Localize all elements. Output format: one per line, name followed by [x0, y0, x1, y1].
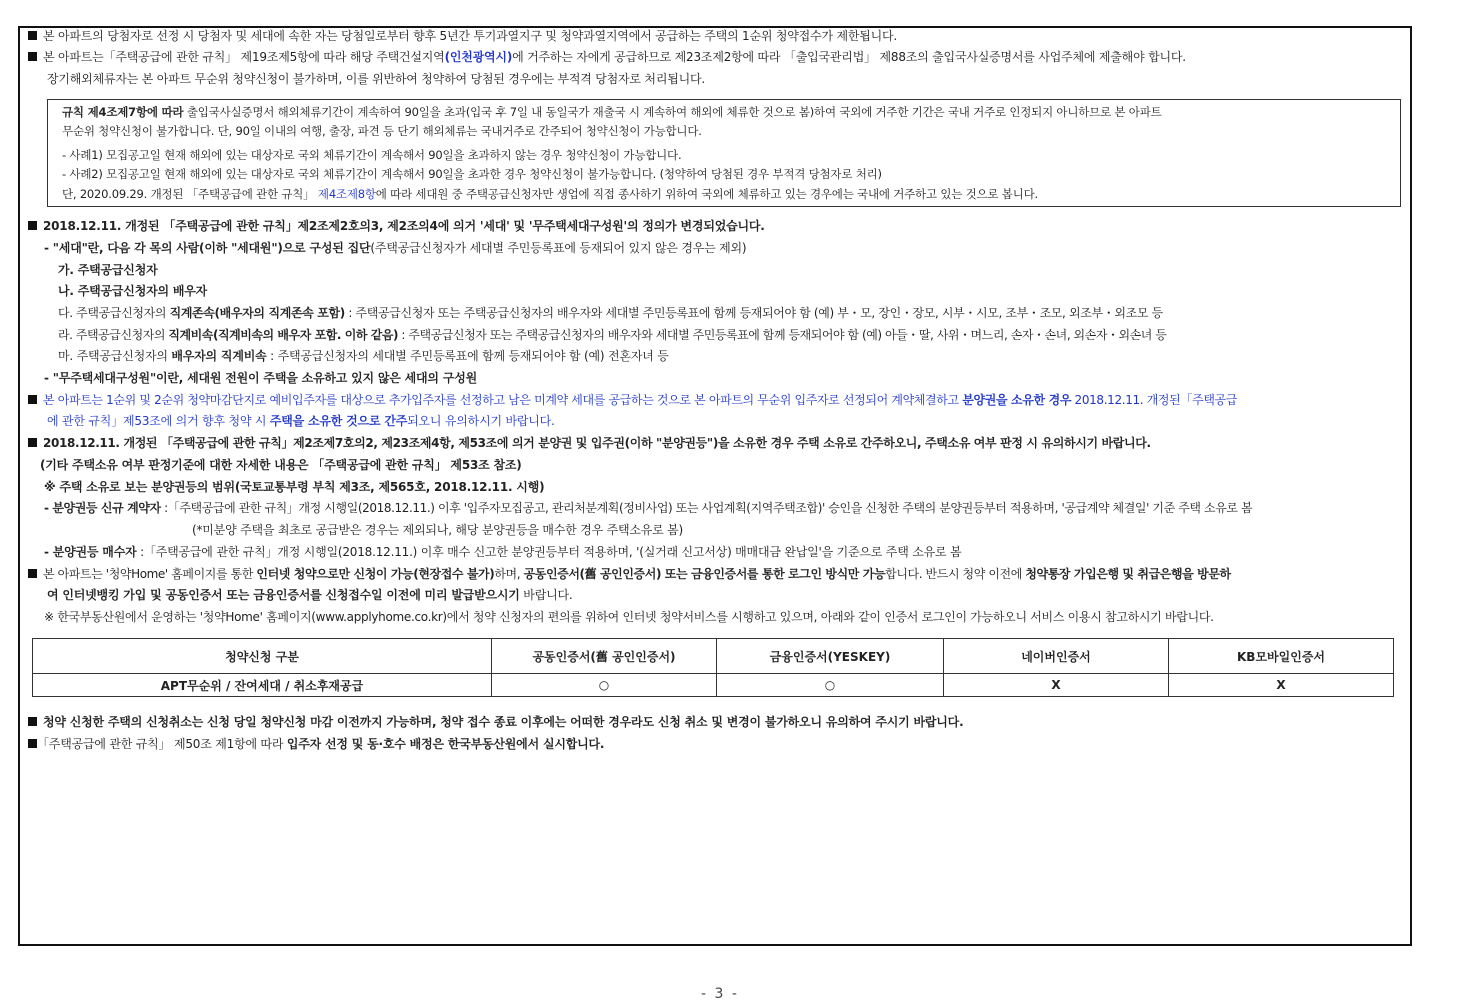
rule-case-1: - 사례1) 모집공고일 현재 해외에 있는 대상자로 국외 체류기간이 계속해서 90일을 초과하지 않는 경우 청약신청이 가능합니다.	[62, 148, 682, 162]
table-row	[33, 674, 1394, 697]
applyhome-note: ※ 한국부동산원에서 운영하는 '청약Home' 홈페이지(www.applyhome.co.kr)에서 청약 신청자의 편의를 위하여 인터넷 청약서비스를 시행하고 있으며, 아래와 같이 인증서 로그인이 가능하오니 서비스 이용시 참고하시기 바랍니다.	[44, 610, 1214, 624]
household-definition: - "세대"란, 다음 각 목의 사람(이하 "세대원")으로 구성된 집단(주택공급신청자가 세대별 주민등록표에 등재되어 있지 않은 경우는 제외)	[44, 241, 747, 255]
table-header-cell: 금융인증서(YESKEY)	[717, 639, 944, 674]
item-da: 다. 주택공급신청자의 직계존속(배우자의 직계존속 포함) : 주택공급신청자 또는 주택공급신청자의 배우자와 세대별 주민등록표에 함께 등재되어야 함 (예) 부・모, 장인・장모, 시부・시모, 조부・조모, 외조부・외조모 등	[58, 306, 1163, 320]
item-ga: 가. 주택공급신청자	[58, 263, 158, 277]
presale-new-contractor: - 분양권등 신규 계약자 :「주택공급에 관한 규칙」개정 시행일(2018.12.11.) 이후 '입주자모집공고, 관리처분계획(정비사업) 또는 사업계획(지역주택조합)' 승인을 신청한 주택의 분양권등부터 적용하며, '공급계약 체결일' 기준 주택 소유로 봄	[44, 501, 1253, 515]
bullet-square-icon	[28, 438, 37, 447]
selection-notice: 「주택공급에 관한 규칙」 제50조 제1항에 따라 입주자 선정 및 동·호수 배정은 한국부동산원에서 실시합니다.	[28, 736, 604, 752]
presale-right-notice-1: 본 아파트는 1순위 및 2순위 청약마감단지로 예비입주자를 대상으로 추가입주자를 선정하고 남은 미계약 세대를 공급하는 것으로 본 아파트의 무순위 입주자로 선정되어 계약체결하고 분양권을 소유한 경우 2018.12.11. 개정된「주택공급	[28, 392, 1237, 408]
table-cell: ○	[492, 674, 717, 697]
internet-application-notice-1: 본 아파트는 '청약Home' 홈페이지를 통한 인터넷 청약으로만 신청이 가능(현장접수 불가)하며, 공동인증서(舊 공인인증서) 또는 금융인증서를 통한 로그인 방식만 가능합니다. 반드시 청약 이전에 청약통장 가입은행 및 취급은행을 방문하	[28, 566, 1231, 582]
bullet-square-icon	[28, 717, 37, 726]
table-cell: X	[944, 674, 1169, 697]
item-ma: 마. 주택공급신청자의 배우자의 직계비속 : 주택공급신청자의 세대별 주민등록표에 함께 등재되어야 함 (예) 전혼자녀 등	[58, 349, 669, 363]
rule-case-2: - 사례2) 모집공고일 현재 해외에 있는 대상자로 국외 체류기간이 계속해서 90일을 초과한 경우 청약신청이 불가능합니다. (청약하여 당첨된 경우 부적격 당첨자로 처리)	[62, 167, 882, 181]
household-definition-heading: 2018.12.11. 개정된 「주택공급에 관한 규칙」제2조제2호의3, 제2조의4에 의거 '세대' 및 '무주택세대구성원'의 정의가 변경되었습니다.	[28, 218, 765, 234]
bullet-square-icon	[28, 221, 37, 230]
presale-range-note: ※ 주택 소유로 보는 분양권등의 범위(국토교통부령 부칙 제3조, 제565호, 2018.12.11. 시행)	[44, 480, 545, 494]
presale-other-criteria: (기타 주택소유 여부 판정기준에 대한 자세한 내용은 「주택공급에 관한 규칙」 제53조 참조)	[40, 458, 522, 472]
bullet-square-icon	[28, 739, 37, 748]
presale-new-contractor-note: (*미분양 주택을 최초로 공급받은 경우는 제외되나, 해당 분양권등을 매수한 경우 주택소유로 봄)	[192, 523, 684, 537]
presale-ownership-heading: 2018.12.11. 개정된 「주택공급에 관한 규칙」제2조제7호의2, 제23조제4항, 제53조에 의거 분양권 및 입주권(이하 "분양권등")을 소유한 경우 주택 소유로 간주하오니, 주택소유 여부 판정 시 유의하시기 바랍니다.	[28, 435, 1151, 451]
rule-line-1: 규칙 제4조제7항에 따라 출입국사실증명서 해외체류기간이 계속하여 90일을 초과(입국 후 7일 내 동일국가 재출국 시 계속하여 해외에 체류한 것으로 봄)하여 국외에 거주한 기간은 국내 거주로 인정되지 아니하므로 본 아파트	[62, 105, 1162, 119]
presale-right-notice-2: 에 관한 규칙」제53조에 의거 향후 청약 시 주택을 소유한 것으로 간주되오니 유의하시기 바랍니다.	[47, 414, 555, 428]
table-header-cell: KB모바일인증서	[1169, 639, 1394, 674]
notice-line-2: 본 아파트는「주택공급에 관한 규칙」 제19조제5항에 따라 해당 주택건설지역(인천광역시)에 거주하는 자에게 공급하므로 제23조제2항에 따라 「출입국관리법」 제88조의 출입국사실증명서를 사업주체에 제출해야 합니다.	[28, 49, 1186, 65]
page-number: - 3 -	[701, 986, 739, 1002]
item-na: 나. 주택공급신청자의 배우자	[58, 284, 208, 298]
rule-line-2: 무순위 청약신청이 불가합니다. 단, 90일 이내의 여행, 출장, 파견 등 단기 해외체류는 국내거주로 간주되어 청약신청이 가능합니다.	[62, 124, 702, 138]
table-cell: APT무순위 / 잔여세대 / 취소후재공급	[33, 674, 492, 697]
rule-line-5: 단, 2020.09.29. 개정된 「주택공급에 관한 규칙」 제4조제8항에 따라 세대원 중 주택공급신청자만 생업에 직접 종사하기 위하여 국외에 체류하고 있는 경우에는 국내에 거주하고 있는 것으로 봅니다.	[62, 187, 1038, 201]
item-ra: 라. 주택공급신청자의 직계비속(직계비속의 배우자 포함. 이하 같음) : 주택공급신청자 또는 주택공급신청자의 배우자와 세대별 주민등록표에 함께 등재되어야 함 (예) 아들・딸, 사위・며느리, 손자・손녀, 외손자・외손녀 등	[58, 328, 1167, 342]
bullet-square-icon	[28, 395, 37, 404]
presale-buyer: - 분양권등 매수자 :「주택공급에 관한 규칙」개정 시행일(2018.12.11.) 이후 매수 신고한 분양권등부터 적용하며, '(실거래 신고서상) 매매대금 완납일'을 기준으로 주택 소유로 봄	[44, 545, 962, 559]
table-header-cell: 네이버인증서	[944, 639, 1169, 674]
bullet-square-icon	[28, 31, 37, 40]
bullet-square-icon	[28, 569, 37, 578]
notice-line-3: 장기해외체류자는 본 아파트 무순위 청약신청이 불가하며, 이를 위반하여 청약하여 당첨된 경우에는 부적격 당첨자로 처리됩니다.	[47, 72, 705, 86]
no-house-definition: - "무주택세대구성원"이란, 세대원 전원이 주택을 소유하고 있지 않은 세대의 구성원	[44, 371, 477, 385]
table-header-cell: 청약신청 구분	[33, 639, 492, 674]
table-cell: X	[1169, 674, 1394, 697]
table-header-row	[33, 639, 1394, 674]
internet-application-notice-2: 여 인터넷뱅킹 가입 및 공동인증서 또는 금융인증서를 신청접수일 이전에 미리 발급받으시기 바랍니다.	[47, 588, 573, 602]
certificate-table	[32, 638, 1394, 697]
table-cell: ○	[717, 674, 944, 697]
notice-line-1: 본 아파트의 당첨자로 선정 시 당첨자 및 세대에 속한 자는 당첨일로부터 향후 5년간 투기과열지구 및 청약과열지역에서 공급하는 주택의 1순위 청약접수가 제한됩니다.	[28, 28, 897, 44]
cancel-notice: 청약 신청한 주택의 신청취소는 신청 당일 청약신청 마감 이전까지 가능하며, 청약 접수 종료 이후에는 어떠한 경우라도 신청 취소 및 변경이 불가하오니 유의하여 주시기 바랍니다.	[28, 714, 963, 730]
bullet-square-icon	[28, 52, 37, 61]
table-header-cell: 공동인증서(舊 공인인증서)	[492, 639, 717, 674]
